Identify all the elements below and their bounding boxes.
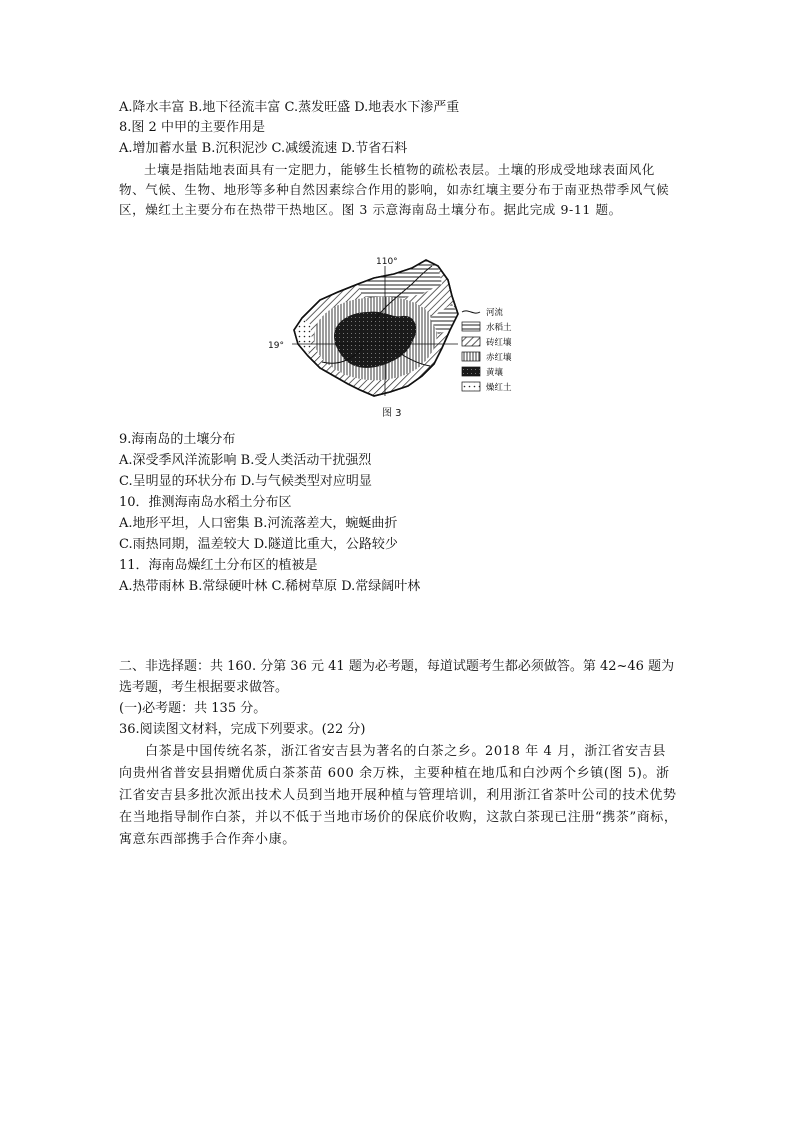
q8-stem: 8.图 2 中甲的主要作用是: [119, 120, 265, 135]
legend-label-1: 水稻土: [486, 323, 512, 333]
section2-intro-line1: 二、非选择题：共 160. 分第 36 元 41 题为必考题，每道试题考生都必须做答。第 42~46 题为: [119, 659, 675, 674]
legend-label-2: 砖红壤: [486, 338, 512, 348]
q10-options-line2: C.雨热同期，温差较大 D.隧道比重大，公路较少: [119, 537, 398, 552]
required-section-heading: (一)必考题：共 135 分。: [119, 701, 267, 716]
q10-stem: 10．推测海南岛水稻土分布区: [119, 495, 292, 510]
legend-paddy-swatch: [462, 322, 480, 331]
q11-options: A.热带雨林 B.常绿硬叶林 C.稀树草原 D.常绿阔叶林: [119, 579, 421, 594]
label-longitude: 110°: [376, 257, 398, 267]
legend-label-3: 赤红壤: [486, 353, 512, 363]
legend-yellow-swatch: [462, 367, 480, 376]
legend-lateritic-red-swatch: [462, 352, 480, 361]
legend-label-4: 黄壤: [486, 368, 504, 378]
legend-river-swatch: [462, 311, 480, 313]
q8-options: A.增加蓄水量 B.沉积泥沙 C.减缓流速 D.节省石料: [119, 141, 408, 156]
legend-label-0: 河流: [486, 308, 504, 318]
q11-stem: 11．海南岛燥红土分布区的植被是: [119, 558, 318, 573]
legend-dry-red-swatch: [462, 382, 480, 391]
q36-stem: 36.阅读图文材料，完成下列要求。(22 分): [119, 722, 366, 737]
legend-label-5: 燥红土: [486, 383, 512, 393]
section2-intro-line2: 选考题，考生根据要求做答。: [119, 680, 289, 695]
legend: [462, 307, 512, 393]
q9-stem: 9.海南岛的土壤分布: [119, 432, 236, 447]
legend-laterite-swatch: [462, 337, 480, 346]
label-latitude: 19°: [268, 341, 284, 351]
q10-options-line1: A.地形平坦，人口密集 B.河流落差大，蜿蜒曲折: [119, 516, 398, 531]
q9-options-line2: C.呈明显的环状分布 D.与气候类型对应明显: [119, 474, 372, 489]
figure-3-hainan-soil-map: [262, 244, 534, 424]
figure-caption: 图 3: [382, 408, 402, 419]
q9-options-line1: A.深受季风洋流影响 B.受人类活动干扰强烈: [119, 453, 372, 468]
q36-material-paragraph: 白茶是中国传统名茶，浙江省安吉县为著名的白茶之乡。2018 年 4 月，浙江省安吉县向贵州省普安县捐赠优质白茶茶苗 600 余万株，主要种植在地瓜和白沙两个乡镇(图 5)。浙江省安吉县多批次派出技术人员到当地开展种植与管理培训，利用浙江省茶叶公司的技术优势在当地指导制作白茶，并以不低于当地市场价的保底价收购，这款白茶现已注册“携茶”商标，寓意东西部携手合作奔小康。: [119, 744, 678, 847]
intro-paragraph: 土壤是指陆地表面具有一定肥力，能够生长植物的疏松表层。土壤的形成受地球表面风化物、气候、生物、地形等多种自然因素综合作用的影响，如赤红壤主要分布于南亚热带季风气候区，燥红土主要分布在热带干热地区。图 3 示意海南岛土壤分布。据此完成 9-11 题。: [119, 162, 670, 217]
q7-options: A.降水丰富 B.地下径流丰富 C.蒸发旺盛 D.地表水下渗严重: [119, 100, 460, 115]
